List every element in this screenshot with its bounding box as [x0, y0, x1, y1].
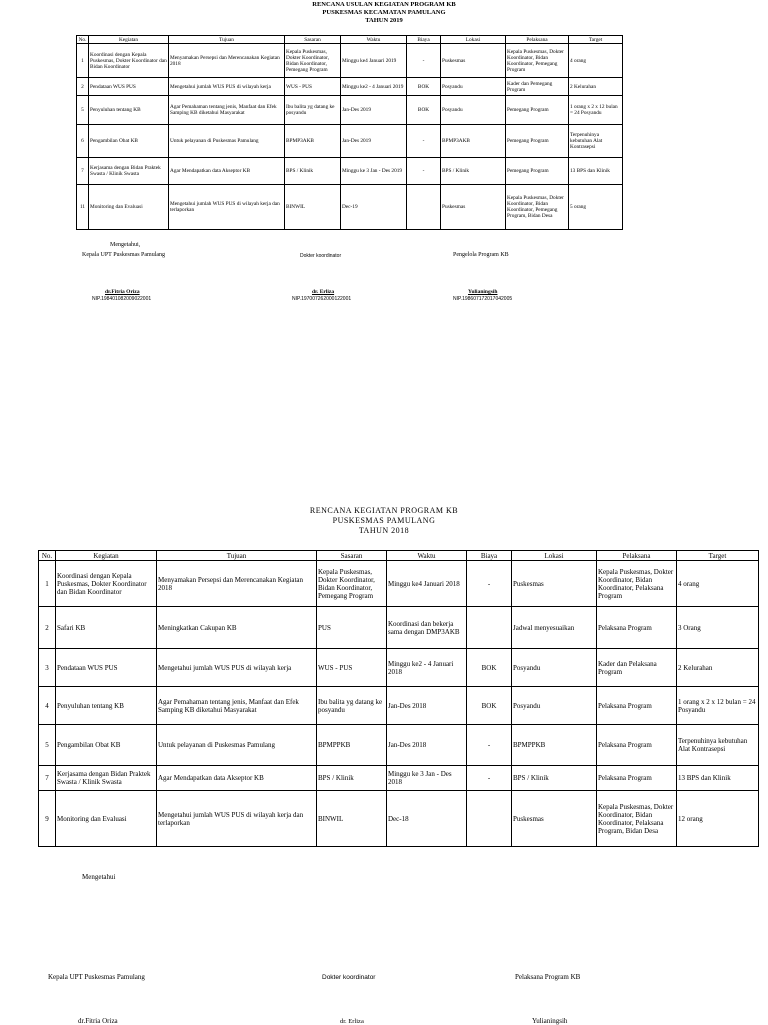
cell-waktu: Jan-Des 2018	[387, 725, 467, 766]
doc2-title-line-3: TAHUN 2018	[358, 526, 410, 535]
cell-lokasi: BPS / Klinik	[441, 158, 506, 185]
cell-waktu: Minggu ke 3 Jan - Des 2018	[387, 766, 467, 791]
cell-pelaksana: Pelaksana Program	[597, 687, 677, 725]
cell-sasaran: BPS / Klinik	[317, 766, 387, 791]
cell-pelaksana: Pemegang Program	[506, 158, 569, 185]
table-row	[77, 44, 623, 78]
doc1-title	[0, 1, 768, 25]
cell-pelaksana: Kader dan Pelaksana Program	[597, 649, 677, 687]
doc1-dokter-name: dr. Erliza	[312, 289, 335, 295]
cell-no: 9	[39, 791, 56, 847]
cell-sasaran: WUS - PUS	[317, 649, 387, 687]
cell-kegiatan: Pengambilan Obat KB	[56, 725, 157, 766]
doc2-header-tujuan: Tujuan	[157, 551, 317, 561]
cell-sasaran: BINWIL	[317, 791, 387, 847]
cell-pelaksana: Kepala Puskesmas, Dokter Koordinator, Bidan Koordinator, Pelaksana Program	[597, 561, 677, 607]
doc1-dokter-label: Dokter koordinator	[300, 253, 342, 259]
cell-tujuan: Mengetahui jumlah WUS PUS di wilayah kerja	[157, 649, 317, 687]
cell-target: 5 orang	[569, 185, 623, 230]
doc1-header-biaya: Biaya	[407, 36, 441, 44]
table-row	[39, 766, 759, 791]
doc1-title-line-3: TAHUN 2019	[365, 17, 403, 24]
cell-sasaran: Kepala Puskesmas, Dokter Koordinator, Bidan Koordinator, Pemegang Program	[285, 44, 341, 78]
cell-tujuan: Untuk pelayanan di Puskesmas Pamulang	[157, 725, 317, 766]
cell-waktu: Minggu ke 3 Jan - Des 2019	[341, 158, 407, 185]
doc2-kepala-name: dr.Fitria Oriza	[78, 1017, 118, 1025]
cell-lokasi: BPMPPKB	[512, 725, 597, 766]
doc1-title-line-2: PUSKESMAS KECAMATAN PAMULANG	[322, 9, 446, 16]
cell-biaya: -	[467, 766, 512, 791]
cell-pelaksana: Kepala Puskesmas, Dokter Koordinator, Bidan Koordinator, Pemegang Program	[506, 44, 569, 78]
doc2-header-waktu: Waktu	[387, 551, 467, 561]
table-row	[39, 725, 759, 766]
cell-no: 1	[77, 44, 89, 78]
doc1-header-target: Target	[569, 36, 623, 44]
cell-lokasi: Posyandu	[512, 687, 597, 725]
doc1-dokter-nip: NIP.197007262000122001	[292, 296, 352, 302]
doc2-header-kegiatan: Kegiatan	[56, 551, 157, 561]
doc2-title-line-1: RENCANA KEGIATAN PROGRAM KB	[309, 506, 459, 515]
cell-kegiatan: Kerjasama dengan Bidan Praktek Swasta / Klinik Swasta	[56, 766, 157, 791]
table-row	[39, 791, 759, 847]
cell-target: 1 orang x 2 x 12 bulan = 24 Posyandu	[677, 687, 759, 725]
cell-pelaksana: Kepala Puskesmas, Dokter Koordinator, Bidan Koordinator, Pemegang Program, Bidan Desa	[506, 185, 569, 230]
doc2-header-biaya: Biaya	[467, 551, 512, 561]
cell-tujuan: Mengetahui jumlah WUS PUS di wilayah kerja	[169, 78, 285, 96]
table-row	[39, 607, 759, 649]
cell-lokasi: Jadwal menyesuaikan	[512, 607, 597, 649]
doc2-header-target: Target	[677, 551, 759, 561]
doc1-pengelola-nip: NIP.198607172017042005	[453, 296, 513, 302]
cell-no: 4	[39, 687, 56, 725]
cell-no: 6	[77, 125, 89, 158]
table-row	[77, 125, 623, 158]
cell-biaya: BOK	[407, 96, 441, 125]
doc1-mengetahui: Mengetahui,	[110, 242, 141, 248]
table-row	[77, 96, 623, 125]
doc2-title-line-2: PUSKESMAS PAMULANG	[332, 516, 436, 525]
cell-sasaran: BINWIL	[285, 185, 341, 230]
doc2-header-row	[39, 551, 759, 561]
doc1-header-sasaran: Sasaran	[285, 36, 341, 44]
cell-sasaran: BPMPPKB	[317, 725, 387, 766]
cell-lokasi: Posyandu	[441, 78, 506, 96]
cell-biaya	[407, 185, 441, 230]
doc1-header-no: No.	[77, 36, 89, 44]
cell-lokasi: Posyandu	[441, 96, 506, 125]
cell-biaya: -	[467, 725, 512, 766]
cell-target: Terpenuhinya kebutuhan Alat Kontrasepsi	[569, 125, 623, 158]
doc1-pengelola-label: Pengelola Program KB	[453, 252, 509, 258]
cell-waktu: Minggu ke2 - 4 Januari 2018	[387, 649, 467, 687]
cell-target: 1 orang x 2 x 12 bulan = 24 Posyandu	[569, 96, 623, 125]
cell-waktu: Jan-Des 2018	[387, 687, 467, 725]
cell-waktu: Dec-19	[341, 185, 407, 230]
doc2-kepala-label: Kepala UPT Puskesmas Pamulang	[48, 973, 145, 981]
doc1-header-lokasi: Lokasi	[441, 36, 506, 44]
cell-no: 3	[39, 649, 56, 687]
cell-kegiatan: Kerjasama dengan Bidan Praktek Swasta / Klinik Swasta	[89, 158, 169, 185]
cell-biaya: -	[407, 125, 441, 158]
doc2-dokter-name: dr. Erliza	[340, 1018, 364, 1025]
cell-no: 5	[77, 96, 89, 125]
cell-lokasi: Puskesmas	[441, 185, 506, 230]
cell-biaya: -	[407, 158, 441, 185]
cell-biaya	[467, 791, 512, 847]
cell-kegiatan: Monitoring dan Evaluasi	[89, 185, 169, 230]
cell-tujuan: Agar Mendapatkan data Akseptor KB	[169, 158, 285, 185]
cell-no: 2	[77, 78, 89, 96]
cell-target: 12 orang	[677, 791, 759, 847]
doc1-kepala-name: dr.Fitria Oriza	[105, 289, 140, 295]
cell-no: 5	[39, 725, 56, 766]
doc2-mengetahui: Mengetahui	[82, 873, 116, 881]
doc1-header-waktu: Waktu	[341, 36, 407, 44]
cell-sasaran: Ibu balita yg datang ke posyandu	[285, 96, 341, 125]
cell-pelaksana: Kepala Puskesmas, Dokter Koordinator, Bidan Koordinator, Pelaksana Program, Bidan Desa	[597, 791, 677, 847]
cell-kegiatan: Koordinasi dengan Kepala Puskesmas, Dokter Koordinator dan Bidan Koordinator	[89, 44, 169, 78]
cell-target: 4 orang	[677, 561, 759, 607]
doc2-pelaksana-name: Yulianingsih	[532, 1017, 568, 1025]
cell-pelaksana: Pelaksana Program	[597, 725, 677, 766]
cell-tujuan: Agar Mendapatkan data Akseptor KB	[157, 766, 317, 791]
cell-biaya: -	[467, 561, 512, 607]
cell-biaya: -	[407, 44, 441, 78]
doc1-title-line-1: RENCANA USULAN KEGIATAN PROGRAM KB	[312, 1, 456, 8]
cell-tujuan: Agar Pemahaman tentang jenis, Manfaat dan Efek Samping KB diketahui Masyarakat	[157, 687, 317, 725]
doc2-header-no: No.	[39, 551, 56, 561]
cell-lokasi: BPMP3AKB	[441, 125, 506, 158]
cell-target: Terpenuhinya kebutuhan Alat Kontrasepsi	[677, 725, 759, 766]
cell-sasaran: PUS	[317, 607, 387, 649]
doc2-header-sasaran: Sasaran	[317, 551, 387, 561]
cell-kegiatan: Monitoring dan Evaluasi	[56, 791, 157, 847]
doc2-header-lokasi: Lokasi	[512, 551, 597, 561]
cell-lokasi: Puskesmas	[512, 791, 597, 847]
cell-waktu: Koordinasi dan bekerja sama dengan DMP3AKB	[387, 607, 467, 649]
cell-biaya	[467, 607, 512, 649]
cell-lokasi: Posyandu	[512, 649, 597, 687]
cell-waktu: Minggu ke4 Januari 2018	[387, 561, 467, 607]
cell-target: 2 Kelurahan	[677, 649, 759, 687]
doc1-header-row	[77, 36, 623, 44]
cell-target: 2 Kelurahan	[569, 78, 623, 96]
cell-no: 1	[39, 561, 56, 607]
cell-biaya: BOK	[467, 687, 512, 725]
cell-tujuan: Untuk pelayanan di Puskesmas Pamulang	[169, 125, 285, 158]
cell-pelaksana: Pemegang Program	[506, 125, 569, 158]
doc2-dokter-label: Dokter koordinator	[322, 974, 376, 981]
cell-kegiatan: Pendataan WUS PUS	[89, 78, 169, 96]
doc2-pelaksana-label: Pelaksana Program KB	[515, 973, 581, 981]
cell-pelaksana: Pelaksana Program	[597, 607, 677, 649]
doc1-kepala-nip: NIP.198401082009022001	[92, 296, 152, 302]
cell-kegiatan: Safari KB	[56, 607, 157, 649]
cell-sasaran: Kepala Puskesmas, Dokter Koordinator, Bidan Koordinator, Pemegang Program	[317, 561, 387, 607]
table-row	[77, 185, 623, 230]
cell-lokasi: Puskesmas	[441, 44, 506, 78]
cell-biaya: BOK	[467, 649, 512, 687]
cell-kegiatan: Penyuluhan tentang KB	[89, 96, 169, 125]
cell-target: 4 orang	[569, 44, 623, 78]
table-row	[77, 158, 623, 185]
cell-tujuan: Menyamakan Persepsi dan Merencanakan Kegiatan 2018	[157, 561, 317, 607]
cell-lokasi: Puskesmas	[512, 561, 597, 607]
doc1-table	[76, 35, 623, 230]
cell-target: 13 BPS dan Klinik	[677, 766, 759, 791]
doc1-header-tujuan: Tujuan	[169, 36, 285, 44]
cell-waktu: Minggu ke2 - 4 Januari 2019	[341, 78, 407, 96]
cell-sasaran: Ibu balita yg datang ke posyandu	[317, 687, 387, 725]
cell-sasaran: BPS / Klinik	[285, 158, 341, 185]
cell-kegiatan: Pengambilan Obat KB	[89, 125, 169, 158]
doc1-kepala-label: Kepala UPT Puskesmas Pamulang	[82, 252, 166, 258]
cell-lokasi: BPS / Klinik	[512, 766, 597, 791]
doc2-header-pelaksana: Pelaksana	[597, 551, 677, 561]
doc1-header-kegiatan: Kegiatan	[89, 36, 169, 44]
doc1-header-pelaksana: Pelaksana	[506, 36, 569, 44]
cell-pelaksana: Pelaksana Program	[597, 766, 677, 791]
doc1-pengelola-name: Yulianingsih	[468, 289, 498, 295]
cell-target: 3 Orang	[677, 607, 759, 649]
cell-pelaksana: Kader dan Pemegang Program	[506, 78, 569, 96]
table-row	[39, 561, 759, 607]
cell-tujuan: Meningkatkan Cakupan KB	[157, 607, 317, 649]
cell-kegiatan: Pendataan WUS PUS	[56, 649, 157, 687]
cell-no: 7	[77, 158, 89, 185]
cell-no: 11	[77, 185, 89, 230]
cell-sasaran: WUS - PUS	[285, 78, 341, 96]
table-row	[77, 78, 623, 96]
table-row	[39, 687, 759, 725]
cell-kegiatan: Penyuluhan tentang KB	[56, 687, 157, 725]
cell-biaya: BOK	[407, 78, 441, 96]
cell-sasaran: BPMP3AKB	[285, 125, 341, 158]
cell-waktu: Dec-18	[387, 791, 467, 847]
cell-waktu: Jan-Des 2019	[341, 96, 407, 125]
doc2-table	[38, 550, 759, 847]
cell-waktu: Jan-Des 2019	[341, 125, 407, 158]
cell-tujuan: Menyamakan Persepsi dan Merencanakan Kegiatan 2018	[169, 44, 285, 78]
table-row	[39, 649, 759, 687]
cell-no: 2	[39, 607, 56, 649]
cell-kegiatan: Koordinasi dengan Kepala Puskesmas, Dokter Koordinator dan Bidan Koordinator	[56, 561, 157, 607]
cell-target: 13 BPS dan Klinik	[569, 158, 623, 185]
cell-tujuan: Mengetahui jumlah WUS PUS di wilayah kerja dan terlaporkan	[157, 791, 317, 847]
doc2-title	[0, 506, 768, 536]
cell-tujuan: Mengetahui jumlah WUS PUS di wilayah kerja dan terlaporkan	[169, 185, 285, 230]
cell-waktu: Minggu ke4 Januari 2019	[341, 44, 407, 78]
cell-no: 7	[39, 766, 56, 791]
cell-tujuan: Agar Pemahaman tentang jenis, Manfaat dan Efek Samping KB diketahui Masyarakat	[169, 96, 285, 125]
cell-pelaksana: Pemegang Program	[506, 96, 569, 125]
